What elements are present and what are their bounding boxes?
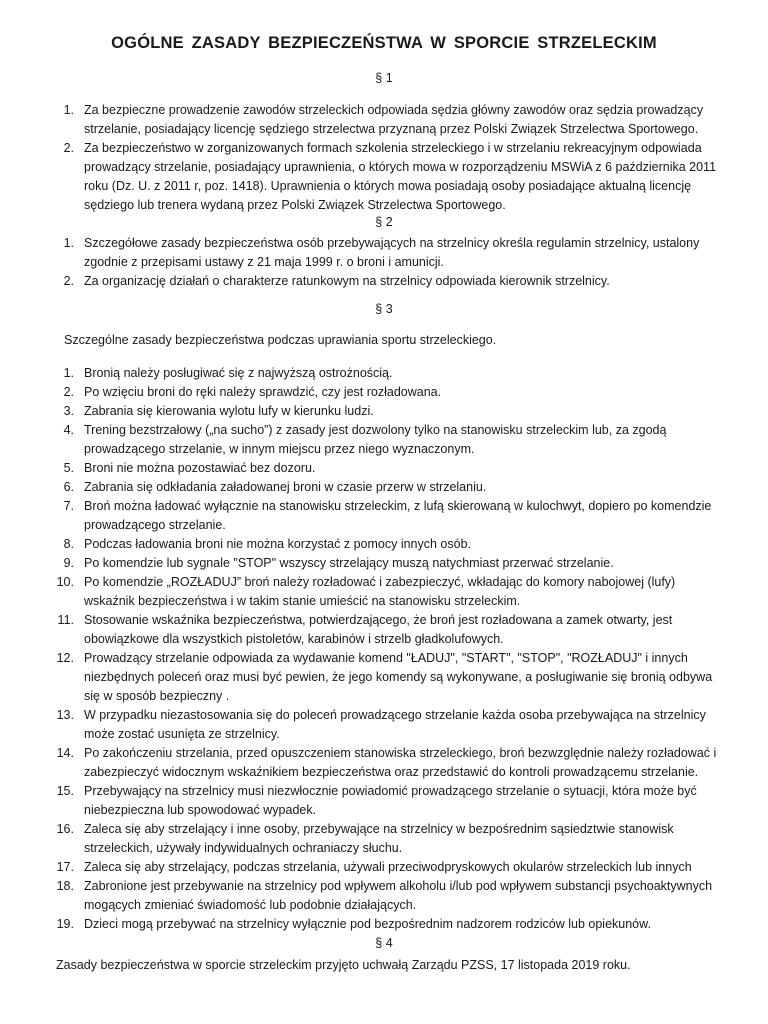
item-text: Po komendzie „ROZŁADUJ” broń należy rozładować i zabezpieczyć, wkładając do komory nabojowej (lufy) wskaźnik bezpieczeństwa i w takim stanie umieścić na stanowisku strzeleckim. bbox=[84, 575, 676, 608]
list-item bbox=[0, 421, 724, 459]
list-item bbox=[0, 820, 724, 858]
list-item bbox=[0, 782, 724, 820]
list-item bbox=[0, 459, 724, 478]
list-item bbox=[0, 573, 724, 611]
item-number: 9. bbox=[63, 556, 74, 570]
item-text: Zabronione jest przebywanie na strzelnicy pod wpływem alkoholu i/lub pod wpływem substancji psychoaktywnych mogących zmieniać świadomość lub podobnie działających. bbox=[84, 879, 713, 912]
section-2-list bbox=[0, 234, 724, 291]
item-text: Po wzięciu broni do ręki należy sprawdzić, czy jest rozładowana. bbox=[84, 385, 442, 399]
item-text: Zabrania się odkładania załadowanej broni w czasie przerw w strzelaniu. bbox=[84, 480, 487, 494]
item-number: 7. bbox=[63, 499, 74, 513]
item-number: 8. bbox=[63, 537, 74, 551]
item-number: 5. bbox=[63, 461, 74, 475]
list-item bbox=[0, 364, 724, 383]
item-number: 1. bbox=[63, 236, 74, 250]
item-number: 2. bbox=[63, 385, 74, 399]
section-4-heading: § 4 bbox=[375, 936, 393, 950]
section-3-list bbox=[0, 364, 724, 934]
list-item bbox=[0, 649, 724, 706]
item-number: 10. bbox=[56, 575, 74, 589]
section-2-heading: § 2 bbox=[375, 215, 393, 229]
item-number: 11. bbox=[57, 613, 74, 627]
list-item bbox=[0, 535, 724, 554]
item-number: 16. bbox=[56, 822, 74, 836]
item-text: Prowadzący strzelanie odpowiada za wydawanie komend "ŁADUJ", "START", "STOP", "ROZŁADUJ" i innych niezbędnych poleceń oraz musi być pewien, że jego komendy są wykonywane, a posługiwanie się bronią odbywa się w sposób bezpieczny . bbox=[84, 651, 713, 703]
item-text: Po komendzie lub sygnale "STOP" wszyscy strzelający muszą natychmiast przerwać strzelanie. bbox=[84, 556, 614, 570]
item-text: Trening bezstrzałowy („na sucho”) z zasady jest dozwolony tylko na stanowisku strzeleckim lub, za zgodą prowadzącego strzelanie, w innym miejscu przez niego wyznaczonym. bbox=[84, 423, 667, 456]
list-item bbox=[0, 915, 724, 934]
item-number: 2. bbox=[63, 274, 74, 288]
item-text: Przebywający na strzelnicy musi niezwłocznie powiadomić prowadzącego strzelanie o sytuacji, która może być niebezpieczna lub spowodować wypadek. bbox=[84, 784, 697, 817]
item-text: Dzieci mogą przebywać na strzelnicy wyłącznie pod bezpośrednim nadzorem rodziców lub opiekunów. bbox=[84, 917, 651, 931]
section-4-text: Zasady bezpieczeństwa w sporcie strzeleckim przyjęto uchwałą Zarządu PZSS, 17 listopada 2019 roku. bbox=[56, 958, 631, 972]
list-item bbox=[0, 497, 724, 535]
item-text: W przypadku niezastosowania się do poleceń prowadzącego strzelanie każda osoba przebywająca na strzelnicy może zostać usunięta ze strzelnicy. bbox=[84, 708, 706, 741]
item-number: 13. bbox=[56, 708, 74, 722]
item-number: 14. bbox=[56, 746, 74, 760]
item-text: Za bezpieczne prowadzenie zawodów strzeleckich odpowiada sędzia główny zawodów oraz sędzia prowadzący strzelanie, posiadający licencję sędziego strzelectwa przyznaną przez Polski Związek Strzelectwa Sportowego. bbox=[84, 103, 704, 136]
item-number: 19. bbox=[56, 917, 74, 931]
list-item bbox=[0, 744, 724, 782]
item-text: Podczas ładowania broni nie można korzystać z pomocy innych osób. bbox=[84, 537, 472, 551]
item-text: Bronią należy posługiwać się z najwyższą ostrożnością. bbox=[84, 366, 393, 380]
list-item bbox=[0, 858, 724, 877]
item-number: 15. bbox=[56, 784, 74, 798]
list-item bbox=[0, 611, 724, 649]
item-number: 18. bbox=[56, 879, 74, 893]
item-text: Zaleca się aby strzelający, podczas strzelania, używali przeciwodpryskowych okularów strzeleckich lub innych bbox=[84, 860, 692, 874]
item-number: 4. bbox=[63, 423, 74, 437]
list-item bbox=[0, 272, 724, 291]
item-number: 3. bbox=[63, 404, 74, 418]
section-1-list bbox=[0, 101, 724, 215]
item-text: Zaleca się aby strzelający i inne osoby, przebywające na strzelnicy w bezpośrednim sąsiedztwie stanowisk strzeleckich, używały indywidualnych ochraniaczy słuchu. bbox=[84, 822, 674, 855]
list-item bbox=[0, 478, 724, 497]
item-text: Broni nie można pozostawiać bez dozoru. bbox=[84, 461, 316, 475]
item-number: 6. bbox=[63, 480, 74, 494]
item-text: Za bezpieczeństwo w zorganizowanych formach szkolenia strzeleckiego i w strzelaniu rekreacyjnym odpowiada prowadzący strzelanie, posiadający uprawnienia, o których mowa w rozporządzeniu MSWiA z 6 października 2011 roku (Dz. U. z 2011 r, poz. 1418). Uprawnienia o których mowa posiadają osoby posiadające aktualną licencję sędziego lub trenera wydaną przez Polski Związek Strzelectwa Sportowego. bbox=[84, 141, 717, 212]
list-item bbox=[0, 383, 724, 402]
item-text: Zabrania się kierowania wylotu lufy w kierunku ludzi. bbox=[84, 404, 374, 418]
document-title: OGÓLNE ZASADY BEZPIECZEŃSTWA W SPORCIE STRZELECKIM bbox=[111, 34, 657, 52]
item-number: 12. bbox=[56, 651, 74, 665]
item-text: Stosowanie wskaźnika bezpieczeństwa, potwierdzającego, że broń jest rozładowana a zamek otwarty, jest obowiązkowe dla wszystkich pistoletów, karabinów i strzelb gładkolufowych. bbox=[84, 613, 673, 646]
list-item bbox=[0, 101, 724, 139]
item-number: 1. bbox=[63, 103, 74, 117]
item-text: Za organizację działań o charakterze ratunkowym na strzelnicy odpowiada kierownik strzelnicy. bbox=[84, 274, 610, 288]
item-number: 17. bbox=[56, 860, 74, 874]
section-1-heading: § 1 bbox=[375, 71, 393, 85]
list-item bbox=[0, 706, 724, 744]
section-3-heading: § 3 bbox=[375, 302, 393, 316]
item-number: 2. bbox=[63, 141, 74, 155]
item-text: Po zakończeniu strzelania, przed opuszczeniem stanowiska strzeleckiego, broń bezwzględnie należy rozładować i zabezpieczyć widocznym wskaźnikiem bezpieczeństwa oraz przedstawić do kontroli prowadzącemu strzelanie. bbox=[84, 746, 717, 779]
list-item bbox=[0, 554, 724, 573]
item-text: Szczegółowe zasady bezpieczeństwa osób przebywających na strzelnicy określa regulamin strzelnicy, ustalony zgodnie z przepisami ustawy z 21 maja 1999 r. o broni i amunicji. bbox=[84, 236, 700, 269]
list-item bbox=[0, 139, 724, 215]
list-item bbox=[0, 234, 724, 272]
list-item bbox=[0, 402, 724, 421]
item-number: 1. bbox=[63, 366, 74, 380]
item-text: Broń można ładować wyłącznie na stanowisku strzeleckim, z lufą skierowaną w kulochwyt, dopiero po komendzie prowadzącego strzelanie. bbox=[84, 499, 712, 532]
list-item bbox=[0, 877, 724, 915]
section-3-intro: Szczególne zasady bezpieczeństwa podczas uprawiania sportu strzeleckiego. bbox=[64, 333, 497, 347]
